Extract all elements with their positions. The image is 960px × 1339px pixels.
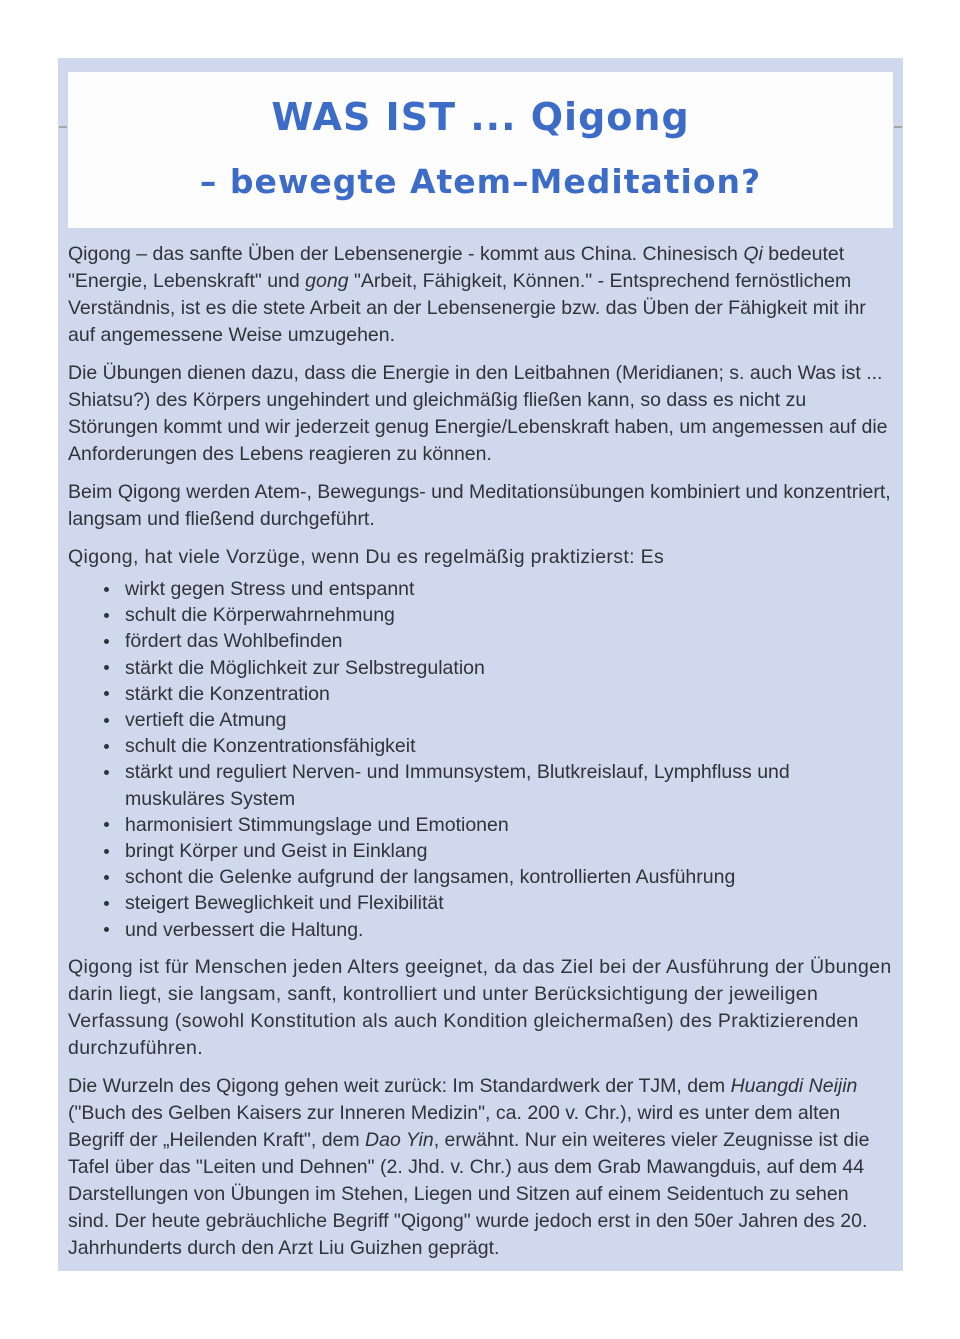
italic-term-qi: Qi [743, 243, 763, 265]
textbox-handle-right-icon [894, 126, 902, 128]
list-item: steigert Beweglichkeit und Flexibilität [68, 890, 893, 916]
list-item: wirkt gegen Stress und entspannt [68, 576, 893, 602]
italic-term-huangdi-neijin: Huangdi Neijin [730, 1074, 858, 1097]
title-box [68, 72, 893, 228]
list-item: und verbessert die Haltung. [68, 917, 893, 943]
text-run: Qigong – das sanfte Üben der Lebensenergie - kommt aus China. Chinesisch [68, 243, 744, 265]
page-title: WAS IST ... Qigong [271, 95, 690, 139]
text-run: "Arbeit, Fähigkeit, Können." - Entsprechend fernöstlichem Verständnis, ist es die stete Arbeit an der Lebensenergie bzw. das Üben der Fähigkeit mit ihr auf angemessene Weise umzugehen. [68, 270, 866, 346]
list-item: vertieft die Atmung [68, 707, 893, 733]
italic-term-gong: gong [305, 270, 349, 292]
list-item: harmonisiert Stimmungslage und Emotionen [68, 812, 893, 838]
paragraph-benefits-lead: Qigong, hat viele Vorzüge, wenn Du es regelmäßig praktizierst: Es [68, 546, 665, 568]
textbox-handle-left-icon [59, 126, 67, 128]
paragraph-history [68, 1073, 893, 1262]
list-item: schont die Gelenke aufgrund der langsamen, kontrollierten Ausführung [68, 864, 893, 890]
document-body [68, 228, 893, 1262]
text-run: , erwähnt. Nur ein weiteres vieler Zeugnisse ist die Tafel über das "Leiten und Dehnen" (2. Jhd. v. Chr.) aus dem Grab Mawangduis, auf dem 44 Darstellungen von Übungen im Stehen, Liegen und Sitzen auf einem Seidentuch zu sehen sind. Der heute gebräuchliche Begriff "Qigong" wurde jedoch erst in den 50er Jahren des 20. Jahrhunderts durch den Arzt Liu Guizhen geprägt. [68, 1128, 870, 1259]
paragraph-intro [68, 241, 893, 349]
list-item: bringt Körper und Geist in Einklang [68, 838, 893, 864]
italic-term-dao-yin: Dao Yin [365, 1128, 434, 1151]
list-item: stärkt die Konzentration [68, 681, 893, 707]
list-item: fördert das Wohlbefinden [68, 628, 893, 654]
text-run: ("Buch des Gelben Kaisers zur Inneren Medizin", ca. 200 v. Chr.), wird es unter dem alten Begriff der „Heilenden Kraft", dem [68, 1101, 841, 1151]
page-subtitle: – bewegte Atem–Meditation? [199, 162, 762, 201]
paragraph-suitability: Qigong ist für Menschen jeden Alters geeignet, da das Ziel bei der Ausführung der Übungen darin liegt, sie langsam, sanft, kontrolliert und unter Berücksichtigung der jeweiligen Verfassung (sowohl Konstitution als auch Kondition gleichermaßen) des Praktizierenden durchzuführen. [68, 955, 892, 1059]
list-item: schult die Körperwahrnehmung [68, 602, 893, 628]
list-item: stärkt die Möglichkeit zur Selbstregulation [68, 655, 893, 681]
list-item: schult die Konzentrationsfähigkeit [68, 733, 893, 759]
text-run: Die Wurzeln des Qigong gehen weit zurück: Im Standardwerk der TJM, dem [68, 1074, 731, 1097]
text-run: bedeutet "Energie, Lebenskraft" und [68, 243, 845, 292]
paragraph-meridians: Die Übungen dienen dazu, dass die Energie in den Leitbahnen (Meridianen; s. auch Was ist ... Shiatsu?) des Körpers ungehindert und gleichmäßig fließen kann, so dass es nicht zu Störungen kommt und wir jederzeit genug Energie/Lebenskraft haben, um angemessen auf die Anforderungen des Lebens reagieren zu können. [68, 362, 888, 465]
paragraph-combination: Beim Qigong werden Atem-, Bewegungs- und Meditationsübungen kombiniert und konzentriert, langsam und fließend durchgeführt. [68, 481, 891, 530]
benefits-list [68, 576, 893, 943]
list-item: stärkt und reguliert Nerven- und Immunsystem, Blutkreislauf, Lymphfluss und muskuläres System [68, 759, 893, 811]
content-panel [58, 58, 903, 1271]
